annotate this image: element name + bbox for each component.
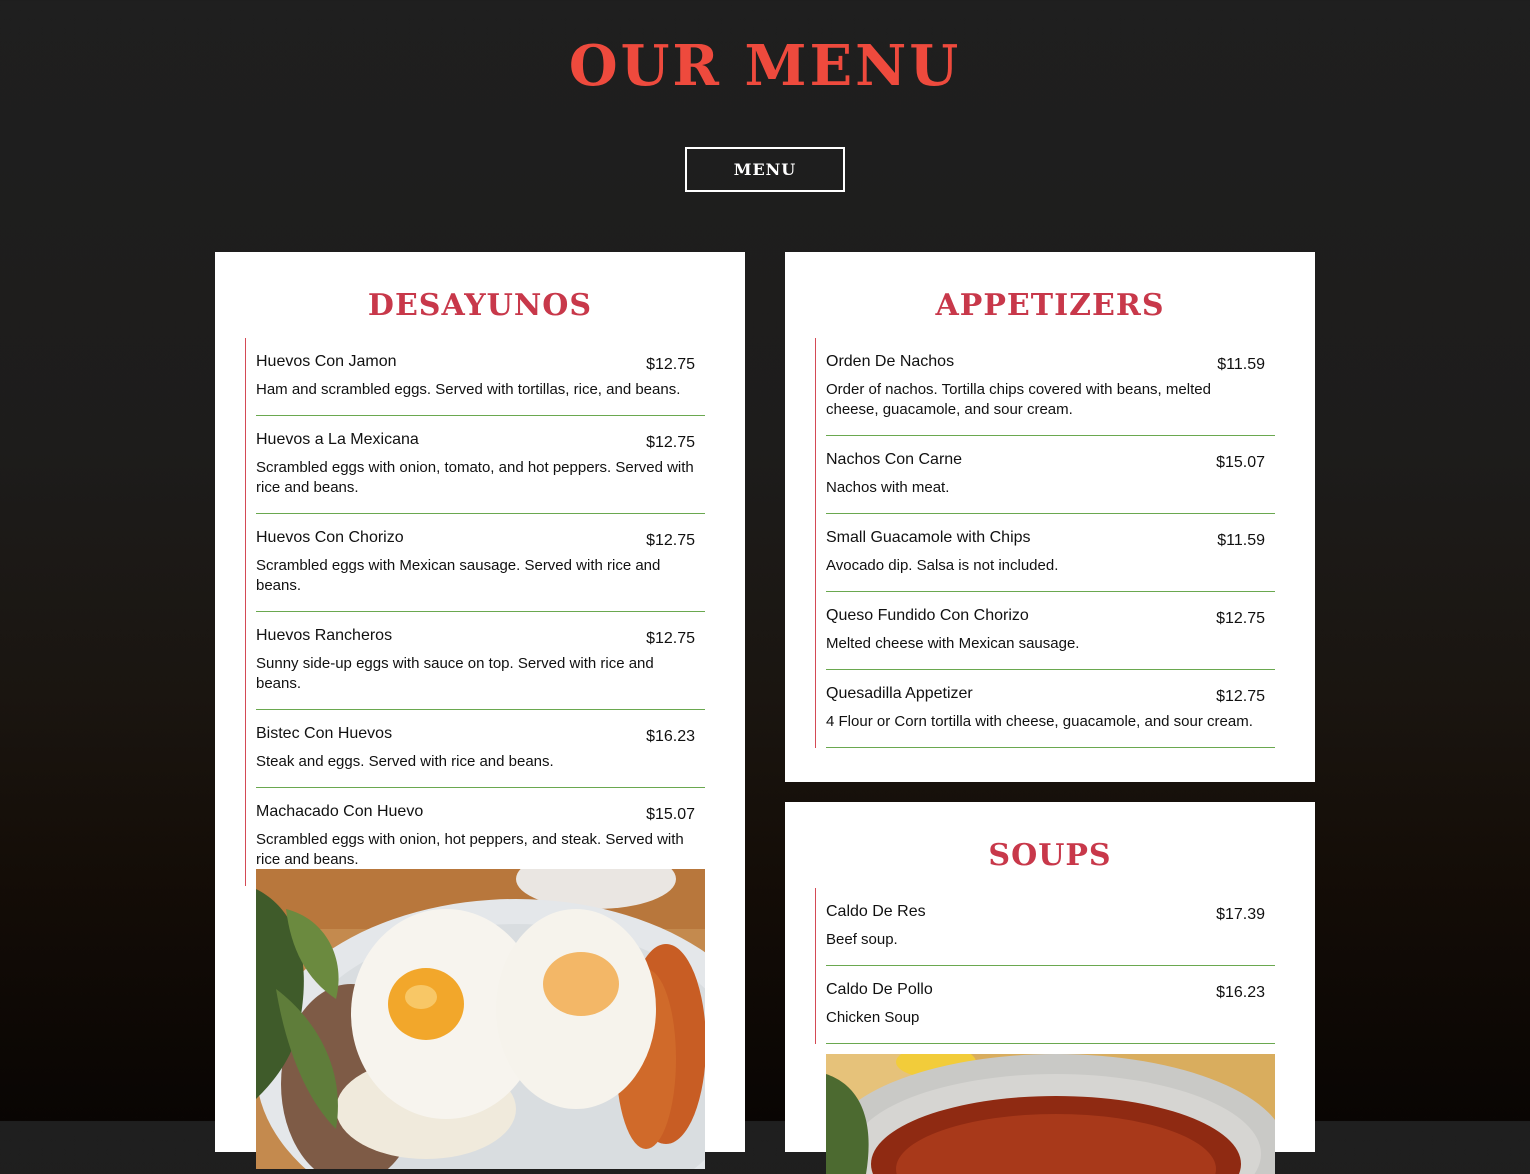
appetizers-card	[785, 252, 1315, 782]
item-description: Ham and scrambled eggs. Served with tortillas, rice, and beans.	[256, 381, 681, 398]
item-name: Queso Fundido Con Chorizo	[826, 607, 1029, 624]
item-price: $11.59	[1217, 532, 1265, 549]
appetizers-list	[815, 338, 1275, 748]
soups-list	[815, 888, 1275, 1044]
menu-button[interactable]: MENU	[685, 147, 845, 192]
item-name: Bistec Con Huevos	[256, 725, 393, 742]
section-title-appetizers: APPETIZERS	[935, 288, 1165, 323]
breakfast-photo	[256, 869, 705, 1169]
item-description: Chicken Soup	[826, 1009, 920, 1026]
menu-item	[826, 966, 1275, 1044]
soup-photo	[826, 1054, 1275, 1174]
item-name: Huevos Con Jamon	[256, 353, 397, 370]
item-price: $11.59	[1217, 356, 1265, 373]
section-title-desayunos: DESAYUNOS	[367, 288, 593, 323]
item-description: Order of nachos. Tortilla chips covered with beans, melted cheese, guacamole, and sour cream.	[826, 381, 1211, 418]
item-price: $15.07	[646, 806, 695, 823]
item-name: Caldo De Pollo	[826, 981, 933, 998]
item-description: Beef soup.	[826, 931, 898, 948]
item-name: Huevos a La Mexicana	[256, 431, 419, 448]
menu-item	[256, 710, 705, 788]
item-description: Melted cheese with Mexican sausage.	[826, 635, 1080, 652]
item-description: Scrambled eggs with onion, tomato, and hot peppers. Served with rice and beans.	[256, 459, 694, 496]
item-name: Huevos Con Chorizo	[256, 529, 404, 546]
desayunos-card	[215, 252, 745, 1152]
item-description: 4 Flour or Corn tortilla with cheese, guacamole, and sour cream.	[826, 713, 1253, 730]
item-price: $12.75	[646, 532, 695, 549]
section-title-soups: SOUPS	[988, 838, 1112, 873]
item-price: $16.23	[646, 728, 695, 745]
menu-item	[256, 514, 705, 612]
menu-item	[826, 436, 1275, 514]
item-price: $15.07	[1216, 454, 1265, 471]
item-name: Quesadilla Appetizer	[826, 685, 973, 702]
soup-photo-image	[826, 1054, 1275, 1174]
menu-item	[826, 514, 1275, 592]
item-description: Scrambled eggs with Mexican sausage. Served with rice and beans.	[256, 557, 661, 594]
soups-card	[785, 802, 1315, 1152]
menu-item	[826, 888, 1275, 966]
item-description: Nachos with meat.	[826, 479, 950, 496]
menu-item	[826, 592, 1275, 670]
item-description: Avocado dip. Salsa is not included.	[826, 557, 1059, 574]
item-price: $12.75	[646, 356, 695, 373]
item-price: $12.75	[646, 630, 695, 647]
page-title: OUR MENU	[568, 33, 962, 99]
menu-item	[256, 612, 705, 710]
item-description: Sunny side-up eggs with sauce on top. Served with rice and beans.	[256, 655, 654, 692]
item-price: $17.39	[1216, 906, 1265, 923]
item-price: $12.75	[1216, 688, 1265, 705]
menu-item	[826, 670, 1275, 748]
desayunos-list	[245, 338, 705, 886]
item-name: Small Guacamole with Chips	[826, 529, 1031, 546]
menu-item	[826, 338, 1275, 436]
item-name: Machacado Con Huevo	[256, 803, 424, 820]
item-name: Nachos Con Carne	[826, 451, 963, 468]
item-price: $12.75	[1216, 610, 1265, 627]
breakfast-photo-image	[256, 869, 705, 1169]
item-description: Scrambled eggs with onion, hot peppers, and steak. Served with rice and beans.	[256, 831, 684, 868]
item-description: Steak and eggs. Served with rice and beans.	[256, 753, 554, 770]
item-price: $16.23	[1216, 984, 1265, 1001]
menu-item	[256, 416, 705, 514]
menu-item	[256, 338, 705, 416]
item-price: $12.75	[646, 434, 695, 451]
item-name: Huevos Rancheros	[256, 627, 393, 644]
item-name: Caldo De Res	[826, 903, 926, 920]
item-name: Orden De Nachos	[826, 353, 955, 370]
